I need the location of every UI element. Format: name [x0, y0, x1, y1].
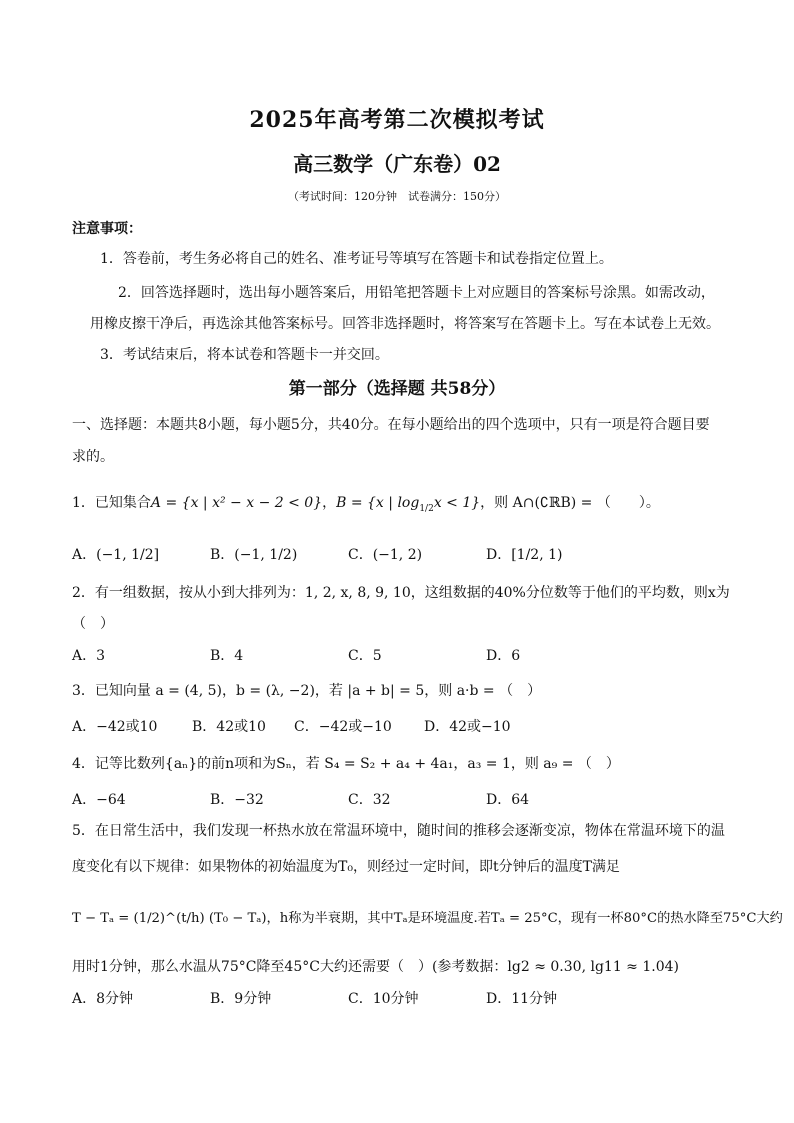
- section-intro-2: 求的。: [72, 449, 114, 465]
- q1-option-b: B．(−1, 1/2): [210, 547, 298, 563]
- q1-prefix: 1．已知集合: [72, 495, 151, 511]
- note-item-3: 3．考试结束后，将本试卷和答题卡一并交回。: [100, 347, 389, 363]
- question-1: 1．已知集合A = {x | x² − x − 2 < 0}，B = {x | $\log_{1/2}x < 1$}，则 A∩(∁ℝB) = （ ）。: [72, 495, 660, 514]
- q2-option-c: C．5: [348, 648, 382, 664]
- question-2-line-2: （ ）: [72, 616, 114, 632]
- q5-option-b: B．9分钟: [210, 991, 272, 1007]
- q4-option-b: B．−32: [210, 792, 264, 808]
- q1-option-a: A．(−1, 1/2]: [72, 547, 160, 563]
- note-item-1: 1．答卷前，考生务必将自己的姓名、准考证号等填写在答题卡和试卷指定位置上。: [100, 251, 613, 267]
- q1-set-b: B = {x | log: [336, 495, 420, 511]
- q4-option-a: A．−64: [72, 792, 126, 808]
- question-2-line-1: 2．有一组数据，按从小到大排列为：1, 2, x, 8, 9, 10，这组数据的40%分位数等于他们的平均数，则x为: [72, 585, 730, 601]
- q3-option-a: A．−42或10: [72, 719, 158, 735]
- question-4: 4．记等比数列{aₙ}的前n项和为Sₙ，若 S₄ = S₂ + a₄ + 4a₁，a₃ = 1，则 a₉ = （ ）: [72, 756, 620, 772]
- q5-option-d: D．11分钟: [486, 991, 558, 1007]
- q2-option-d: D．6: [486, 648, 521, 664]
- q3-option-c: C．−42或−10: [294, 719, 392, 735]
- q4-option-c: C．32: [348, 792, 391, 808]
- q1-option-d: D．[1/2, 1): [486, 547, 563, 563]
- q1-option-c: C．(−1, 2): [348, 547, 423, 563]
- question-5-line-2: 度变化有以下规律：如果物体的初始温度为T₀，则经过一定时间，即t分钟后的温度T满足: [72, 859, 620, 875]
- q2-options: [72, 645, 732, 667]
- q3-option-d: D．42或−10: [424, 719, 511, 735]
- q3-option-b: B．42或10: [192, 719, 266, 735]
- q1-set-b-end: x < 1}: [433, 495, 481, 511]
- q2-option-b: B．4: [210, 648, 244, 664]
- q3-options: [72, 716, 732, 738]
- section-intro-1: 一、选择题：本题共8小题，每小题5分，共40分。在每小题给出的四个选项中，只有一项是符合题目要: [72, 417, 710, 433]
- q5-options: [72, 988, 732, 1010]
- q5-option-a: A．8分钟: [72, 991, 134, 1007]
- q5-option-c: C．10分钟: [348, 991, 419, 1007]
- q1-set-a: A = {x | x² − x − 2 < 0}: [150, 495, 323, 511]
- question-5-line-1: 5．在日常生活中，我们发现一杯热水放在常温环境中，随时间的推移会逐渐变凉，物体在常温环境下的温: [72, 823, 725, 839]
- q1-options: [72, 544, 732, 566]
- section-title: 第一部分（选择题 共58分）: [288, 379, 506, 399]
- q1-log-base: 1/2: [419, 503, 434, 514]
- note-item-2b: 用橡皮擦干净后，再选涂其他答案标号。回答非选择题时，将答案写在答题卡上。写在本试卷上无效。: [90, 316, 720, 332]
- exam-title: 2025年高考第二次模拟考试: [249, 107, 545, 133]
- question-5-line-4: 用时1分钟，那么水温从75°C降至45°C大约还需要（ ）(参考数据：lg2 ≈ 0.30, lg11 ≈ 1.04): [72, 959, 679, 975]
- exam-subtitle: 高三数学（广东卷）02: [293, 152, 501, 176]
- exam-meta: （考试时间：120分钟 试卷满分：150分）: [288, 190, 506, 203]
- note-item-2a: 2．回答选择题时，选出每小题答案后，用铅笔把答题卡上对应题目的答案标号涂黑。如需改动，: [118, 285, 715, 301]
- q1-ask: ，则 A∩(∁ℝB) = （ ）。: [480, 495, 660, 511]
- question-3: 3．已知向量 a = (4, 5)，b = (λ, −2)，若 |a + b| = 5，则 a·b = （ ）: [72, 683, 542, 699]
- q4-option-d: D．64: [486, 792, 530, 808]
- question-5-formula: T − Tₐ = (1/2)^(t/h) (T₀ − Tₐ)，h称为半衰期，其中Tₐ是环境温度.若Tₐ = 25°C，现有一杯80°C的热水降至75°C大约: [72, 911, 783, 926]
- notes-heading: 注意事项：: [72, 221, 142, 237]
- q4-options: [72, 789, 732, 811]
- q2-option-a: A．3: [72, 648, 106, 664]
